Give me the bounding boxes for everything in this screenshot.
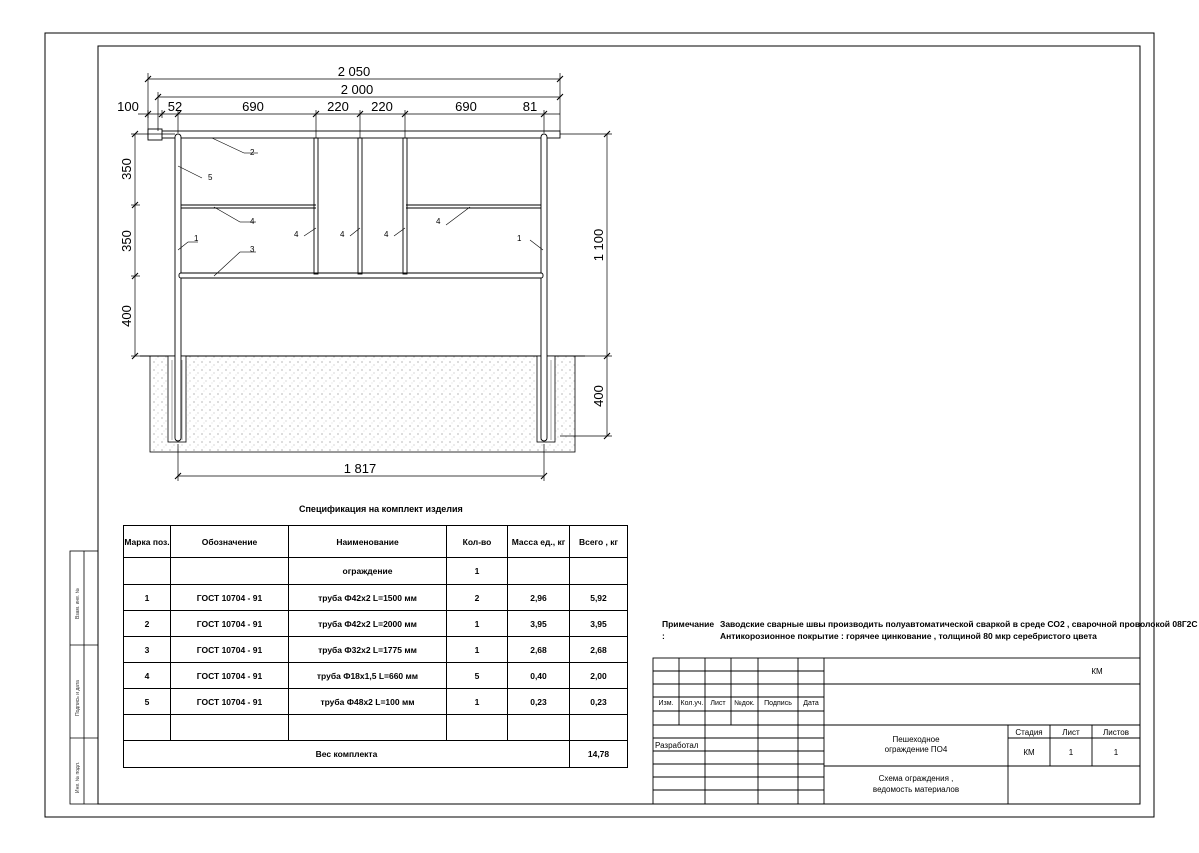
side-stamp-label: Инв. № подл. xyxy=(75,761,81,793)
spec-row xyxy=(124,689,628,715)
dim-seg: 100 xyxy=(117,99,139,114)
spec-cell xyxy=(508,715,570,741)
tb-stage-header: Листов xyxy=(1103,728,1129,737)
spec-cell: 4 xyxy=(124,663,171,689)
spec-cell: 2 xyxy=(124,611,171,637)
tb-object-1: Пешеходное xyxy=(892,735,940,744)
tb-stage-value: 1 xyxy=(1113,748,1119,757)
tb-col-header: Дата xyxy=(803,700,819,707)
spec-cell: 1 xyxy=(447,637,508,663)
tb-developed: Разработал xyxy=(655,741,699,750)
note-label: Примечание : xyxy=(662,619,715,641)
spec-cell: 2,96 xyxy=(508,585,570,611)
tb-code: КМ xyxy=(1091,667,1103,676)
side-stamp-label: Взам. инв. № xyxy=(75,588,81,619)
spec-cell: труба Ф42х2 L=1500 мм xyxy=(289,585,447,611)
spec-title: Спецификация на комплект изделия xyxy=(299,504,463,514)
spec-row xyxy=(124,715,628,741)
spec-cell: 1 xyxy=(447,558,508,585)
dim-overall: 2 050 xyxy=(337,64,371,79)
spec-row xyxy=(124,611,628,637)
ground-block xyxy=(150,356,575,452)
spec-cell xyxy=(447,715,508,741)
callout-leaders xyxy=(178,138,543,276)
spec-cell: ГОСТ 10704 - 91 xyxy=(171,611,289,637)
note-line-1: Заводские сварные швы производить полуавтоматической сваркой в среде СО2 , сварочной проволокой 08Г2С xyxy=(720,619,1198,629)
dim-seg: 690 xyxy=(455,99,477,114)
spec-cell: ГОСТ 10704 - 91 xyxy=(171,637,289,663)
dim-inner: 2 000 xyxy=(340,82,374,97)
spec-cell xyxy=(171,715,289,741)
spec-cell: ГОСТ 10704 - 91 xyxy=(171,689,289,715)
svg-text:4: 4 xyxy=(250,217,255,226)
spec-cell: 5 xyxy=(124,689,171,715)
spec-total-row xyxy=(124,741,628,768)
svg-text:1: 1 xyxy=(194,234,199,243)
spec-header: Наименование xyxy=(289,526,447,558)
spec-cell: ограждение xyxy=(289,558,447,585)
dim-seg: 220 xyxy=(371,99,393,114)
svg-text:3: 3 xyxy=(250,245,255,254)
dim-seg: 81 xyxy=(522,99,538,114)
svg-text:4: 4 xyxy=(384,230,389,239)
dim-seg: 220 xyxy=(327,99,349,114)
spec-total-label: Вес комплекта xyxy=(124,741,570,768)
spec-cell: 1 xyxy=(447,689,508,715)
tb-sheet-2: ведомость материалов xyxy=(872,785,960,794)
spec-cell: труба Ф18х1,5 L=660 мм xyxy=(289,663,447,689)
spec-cell: 3,95 xyxy=(570,611,628,637)
dim-left: 350 xyxy=(119,158,134,180)
tb-object-2: ограждение ПО4 xyxy=(884,745,948,754)
spec-cell: 0,40 xyxy=(508,663,570,689)
spec-cell xyxy=(289,715,447,741)
svg-text:2: 2 xyxy=(250,148,255,157)
dim-seg: 690 xyxy=(242,99,264,114)
dim-right: 1 100 xyxy=(591,228,606,262)
spec-cell: 1 xyxy=(124,585,171,611)
spec-cell xyxy=(124,715,171,741)
spec-cell: 0,23 xyxy=(570,689,628,715)
tb-stage-header: Лист xyxy=(1062,728,1080,737)
spec-header: Всего , кг xyxy=(570,526,628,558)
dim-bottom: 1 817 xyxy=(343,461,377,476)
spec-total-value: 14,78 xyxy=(570,741,628,768)
dim-right: 400 xyxy=(591,385,606,407)
tb-col-header: Кол.уч. xyxy=(680,700,704,707)
dim-left: 350 xyxy=(119,230,134,252)
spec-header: Масса ед., кг xyxy=(508,526,570,558)
svg-text:5: 5 xyxy=(208,173,213,182)
spec-header-row xyxy=(124,526,628,558)
note-line-2: Антикорозионное покрытие : горячее цинкование , толщиной 80 мкр серебристого цвета xyxy=(720,631,1097,641)
spec-header: Марка поз. xyxy=(124,526,171,558)
tb-stage-header: Стадия xyxy=(1015,728,1043,737)
spec-header: Обозначение xyxy=(171,526,289,558)
dim-left: 400 xyxy=(119,305,134,327)
spec-cell: 2,00 xyxy=(570,663,628,689)
spec-cell: 3,95 xyxy=(508,611,570,637)
tb-sheet-1: Схема ограждения , xyxy=(878,774,954,783)
spec-cell: труба Ф32х2 L=1775 мм xyxy=(289,637,447,663)
side-stamp-label: Подпись и дата xyxy=(75,680,81,716)
spec-row xyxy=(124,663,628,689)
spec-cell: ГОСТ 10704 - 91 xyxy=(171,663,289,689)
dim-seg: 52 xyxy=(167,99,183,114)
spec-cell: 1 xyxy=(447,611,508,637)
spec-cell xyxy=(508,558,570,585)
spec-cell: труба Ф42х2 L=2000 мм xyxy=(289,611,447,637)
spec-cell: 5,92 xyxy=(570,585,628,611)
tb-stage-value: КМ xyxy=(1023,748,1035,757)
tb-col-header: Изм. xyxy=(658,700,674,707)
spec-cell: 5 xyxy=(447,663,508,689)
spec-row xyxy=(124,637,628,663)
svg-text:4: 4 xyxy=(340,230,345,239)
tb-col-header: Лист xyxy=(710,700,726,707)
tb-col-header: Подпись xyxy=(764,700,792,707)
spec-cell xyxy=(171,558,289,585)
spec-cell: 0,23 xyxy=(508,689,570,715)
tb-stage-value: 1 xyxy=(1068,748,1074,757)
spec-cell: 2,68 xyxy=(570,637,628,663)
svg-text:4: 4 xyxy=(436,217,441,226)
spec-header: Кол-во xyxy=(447,526,508,558)
svg-text:1: 1 xyxy=(517,234,522,243)
spec-cell: ГОСТ 10704 - 91 xyxy=(171,585,289,611)
spec-cell: 2,68 xyxy=(508,637,570,663)
spec-cell xyxy=(570,715,628,741)
spec-cell xyxy=(570,558,628,585)
tb-col-header: №док. xyxy=(734,700,755,707)
spec-cell: 2 xyxy=(447,585,508,611)
spec-cell: труба Ф48х2 L=100 мм xyxy=(289,689,447,715)
svg-text:4: 4 xyxy=(294,230,299,239)
spec-cell xyxy=(124,558,171,585)
spec-cell: 3 xyxy=(124,637,171,663)
spec-table xyxy=(123,525,628,768)
spec-row xyxy=(124,558,628,585)
spec-row xyxy=(124,585,628,611)
